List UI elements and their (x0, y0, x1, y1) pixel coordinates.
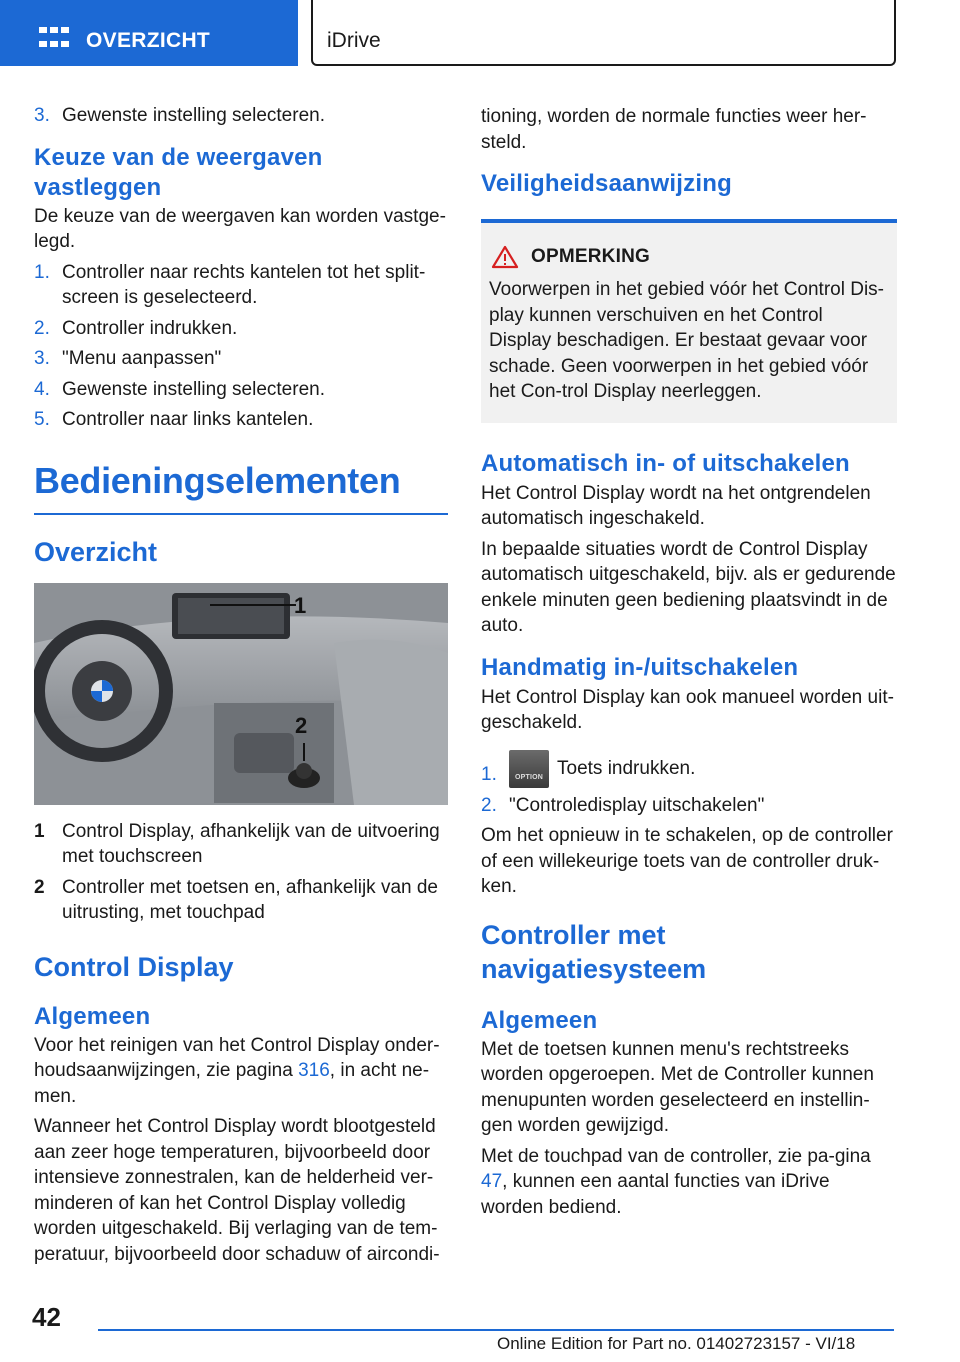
warning-header (489, 245, 889, 269)
figure-callout-2: 2 (295, 712, 308, 738)
section-heading: Control Display (34, 951, 234, 982)
paragraph: Met de toetsen kunnen menu's rechtstreeks worden opgeroepen. Met de Controller kunnen menupunten worden geselecteerd en instellin‐gen worden gewijzigd. (481, 1038, 874, 1136)
list-item: 3. Gewenste instelling selecteren. (34, 105, 325, 126)
paragraph: Wanneer het Control Display wordt blootgesteld aan zeer hoge temperaturen, bijvoorbeeld door intensieve zonnestralen, kan de helderheid ver‐minderen of kan het Control Display volledig worden uitgeschakeld. Bij verlaging van de tem‐peratuur, bijvoorbeeld door schaduw of aircondi‐ (34, 1116, 440, 1265)
section-heading: Controller met navigatiesysteem (481, 919, 707, 984)
edition-note: Online Edition for Part no. 01402723157 - VI/18 (497, 1334, 856, 1353)
paragraph: Om het opnieuw in te schakelen, op de controller of een willekeurige toets van de controller druk‐ken. (481, 825, 893, 897)
section-heading: Handmatig in-/uitschakelen (481, 653, 799, 681)
overview-tab[interactable] (0, 0, 298, 66)
list-item: 3. "Menu aanpassen" (34, 348, 222, 369)
subsection-heading: Algemeen (34, 1002, 151, 1030)
list-item: 1. OPTION Toets indrukken. (481, 750, 897, 788)
warning-title: OPMERKING (531, 246, 650, 267)
page-link[interactable]: 316 (298, 1060, 330, 1081)
chapter-heading: Bedieningselementen (34, 459, 401, 501)
paragraph: Met de touchpad van de controller, zie pa‐gina 47, kunnen een aantal functies van iDrive worden bediend. (481, 1145, 871, 1218)
subsection-heading: Algemeen (481, 1006, 598, 1034)
page-number: 42 (32, 1302, 61, 1332)
step-list-continued (34, 103, 448, 129)
paragraph: In bepaalde situaties wordt de Control Display automatisch uitgeschakeld, bijv. als er gedurende enkele minuten geen bediening plaatsvindt in de auto. (481, 538, 896, 636)
list-item: 5. Controller naar links kantelen. (34, 409, 314, 430)
step-list (34, 260, 448, 433)
figure-legend (34, 819, 448, 926)
step-list (481, 750, 897, 819)
warning-box (481, 223, 897, 423)
page-link[interactable]: 47 (481, 1171, 503, 1192)
warning-triangle-icon (491, 245, 519, 269)
right-column (481, 100, 897, 1225)
section-heading: Overzicht (34, 536, 158, 567)
warning-text: Voorwerpen in het gebied vóór het Control Dis‐play kunnen verschuiven en het Control Display beschadigen. Er bestaat gevaar voor schade. Geen voorwerpen in het gebied vóór het Con‐trol Display neerleggen. (489, 279, 885, 402)
left-column (34, 100, 448, 1272)
section-heading: Veiligheidsaanwijzing (481, 170, 732, 197)
paragraph: Voor het reinigen van het Control Display onder‐houdsaanwijzingen, zie pagina 316, in acht ne‐men. (34, 1034, 440, 1107)
section-heading: Keuze van de weergaven vastleggen (34, 143, 323, 201)
section-tab-label: iDrive (327, 29, 381, 52)
grid-menu-icon (39, 27, 69, 51)
paragraph: Het Control Display wordt na het ontgrendelen automatisch ingeschakeld. (481, 482, 871, 529)
page-header (0, 0, 960, 66)
section-heading: Automatisch in- of uitschakelen (481, 449, 850, 477)
figure-callout-1: 1 (294, 592, 307, 618)
footer-rule (98, 1329, 894, 1331)
list-item: 2. Controller indrukken. (34, 317, 238, 339)
list-item: 1. Controller naar rechts kantelen tot het split‐screen is geselecteerd. (34, 261, 426, 308)
list-item: 2. "Controledisplay uitschakelen" (481, 794, 765, 816)
paragraph: Het Control Display kan ook manueel worden uit‐geschakeld. (481, 686, 894, 733)
cockpit-illustration (34, 583, 448, 805)
overview-tab-label: OVERZICHT (86, 29, 211, 52)
heading-rule (34, 513, 448, 515)
option-button-icon: OPTION (509, 750, 549, 788)
legend-item: 1 Control Display, afhankelijk van de uitvoering met touchscreen (34, 820, 440, 867)
legend-item: 2 Controller met toetsen en, afhankelijk van de uitrusting, met touchpad (34, 876, 438, 923)
cockpit-figure (34, 583, 448, 805)
list-item: 4. Gewenste instelling selecteren. (34, 378, 325, 400)
paragraph: De keuze van de weergaven kan worden vastge‐legd. (34, 205, 446, 252)
section-tab[interactable] (311, 0, 896, 66)
paragraph: tioning, worden de normale functies weer her‐steld. (481, 106, 867, 153)
